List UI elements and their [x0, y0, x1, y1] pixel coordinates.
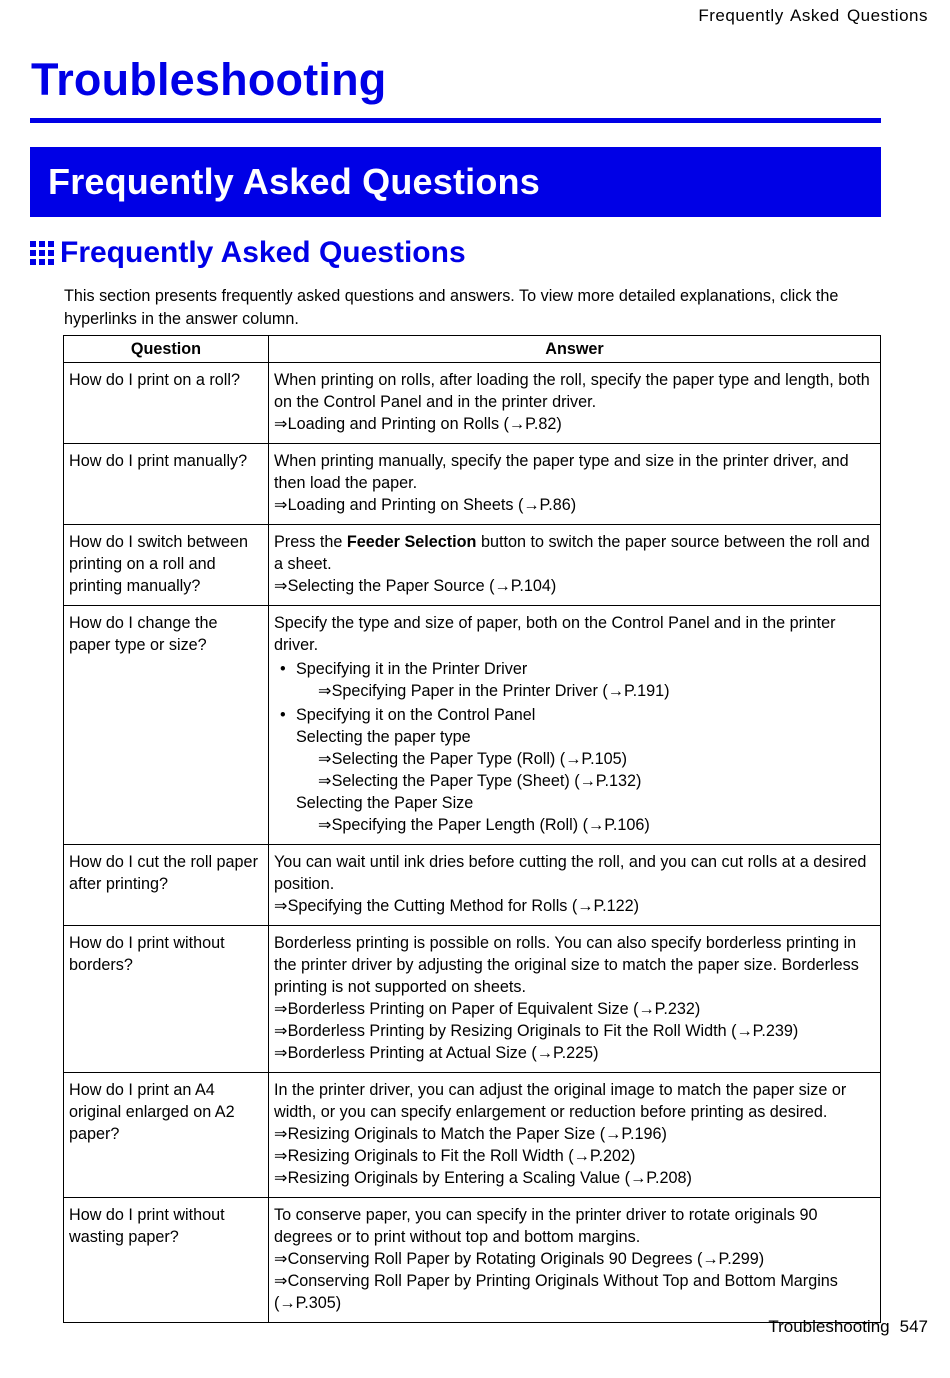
- chapter-rule: [30, 118, 881, 123]
- answer-link[interactable]: ⇒Specifying the Paper Length (Roll) (→P.106): [318, 816, 650, 834]
- answer-cell: [269, 845, 881, 926]
- table-row: [64, 606, 881, 845]
- answer-text: When printing manually, specify the paper type and size in the printer driver, and then load the paper.: [274, 452, 849, 492]
- bullet-text: • Specifying it on the Control Panel: [296, 706, 536, 724]
- grid-icon: [30, 241, 54, 265]
- answer-link[interactable]: ⇒Borderless Printing on Paper of Equivalent Size (→P.232): [274, 1000, 701, 1018]
- table-row: [64, 926, 881, 1073]
- answer-link[interactable]: ⇒Borderless Printing at Actual Size (→P.225): [274, 1044, 599, 1062]
- answer-text: Specify the type and size of paper, both on the Control Panel and in the printer driver.: [274, 614, 836, 654]
- question-cell: How do I cut the roll paper after printing?: [64, 845, 269, 926]
- answer-cell: [269, 363, 881, 444]
- sub-heading: Selecting the Paper Size: [296, 794, 474, 812]
- answer-link[interactable]: ⇒Resizing Originals to Match the Paper Size (→P.196): [274, 1125, 667, 1143]
- chapter-title: Troubleshooting: [31, 54, 387, 105]
- page-footer: [768, 1317, 928, 1337]
- answer-link[interactable]: ⇒Resizing Originals to Fit the Roll Width (→P.202): [274, 1147, 636, 1165]
- answer-link[interactable]: ⇒Conserving Roll Paper by Printing Originals Without Top and Bottom Margins (→P.305): [274, 1272, 838, 1312]
- answer-text-part: Press the: [274, 533, 347, 551]
- bullet-item: [274, 704, 875, 836]
- answer-text: In the printer driver, you can adjust the original image to match the paper size or width, or you can specify enlargement or reduction before printing as desired.: [274, 1081, 847, 1121]
- page-number: 547: [899, 1317, 928, 1336]
- answer-link[interactable]: ⇒Loading and Printing on Sheets (→P.86): [274, 496, 577, 514]
- answer-link[interactable]: ⇒Resizing Originals by Entering a Scaling Value (→P.208): [274, 1169, 692, 1187]
- answer-text: [274, 531, 875, 575]
- bullet-text: • Specifying it in the Printer Driver: [296, 660, 528, 678]
- feeder-selection-button-name: Feeder Selection: [346, 533, 477, 551]
- answer-cell: [269, 1198, 881, 1323]
- answer-link[interactable]: ⇒Conserving Roll Paper by Rotating Originals 90 Degrees (→P.299): [274, 1250, 765, 1268]
- answer-text-part: button to switch the paper source between the roll and a sheet.: [274, 533, 870, 573]
- footer-section: Troubleshooting: [768, 1317, 890, 1336]
- column-header-answer: Answer: [269, 336, 881, 363]
- column-header-question: Question: [64, 336, 269, 363]
- answer-text: When printing on rolls, after loading the roll, specify the paper type and length, both on the Control Panel and in the printer driver.: [274, 371, 870, 411]
- answer-text: Borderless printing is possible on rolls. You can also specify borderless printing in the printer driver by adjusting the original size to match the paper size. Borderless printing is not supported on sheets.: [274, 934, 859, 996]
- answer-link[interactable]: ⇒Specifying Paper in the Printer Driver (→P.191): [318, 682, 670, 700]
- answer-link[interactable]: ⇒Selecting the Paper Type (Sheet) (→P.132): [318, 772, 642, 790]
- banner-title: Frequently Asked Questions: [48, 161, 540, 202]
- section-banner: [30, 147, 881, 217]
- answer-cell: [269, 1073, 881, 1198]
- answer-link[interactable]: ⇒Selecting the Paper Source (→P.104): [274, 577, 557, 595]
- answer-text: You can wait until ink dries before cutting the roll, and you can cut rolls at a desired position.: [274, 853, 867, 893]
- table-row: [64, 1073, 881, 1198]
- running-head: Frequently Asked Questions: [698, 6, 928, 25]
- table-row: [64, 1198, 881, 1323]
- question-cell: How do I print an A4 original enlarged on A2 paper?: [64, 1073, 269, 1198]
- table-header-row: [64, 336, 881, 363]
- section-title: Frequently Asked Questions: [60, 236, 466, 269]
- answer-link[interactable]: ⇒Loading and Printing on Rolls (→P.82): [274, 415, 562, 433]
- question-cell: How do I print on a roll?: [64, 363, 269, 444]
- table-row: [64, 525, 881, 606]
- sub-heading: Selecting the paper type: [296, 728, 471, 746]
- answer-cell: [269, 525, 881, 606]
- table-row: [64, 845, 881, 926]
- table-row: [64, 444, 881, 525]
- question-cell: How do I switch between printing on a roll and printing manually?: [64, 525, 269, 606]
- question-cell: How do I change the paper type or size?: [64, 606, 269, 845]
- answer-cell: [269, 444, 881, 525]
- section-heading: [30, 236, 466, 270]
- faq-table: [63, 335, 881, 1323]
- answer-cell: [269, 606, 881, 845]
- answer-link[interactable]: ⇒Selecting the Paper Type (Roll) (→P.105): [318, 750, 627, 768]
- intro-paragraph: This section presents frequently asked questions and answers. To view more detailed explanations, click the hyperlinks in the answer column.: [64, 287, 839, 328]
- table-row: [64, 363, 881, 444]
- question-cell: How do I print without borders?: [64, 926, 269, 1073]
- answer-cell: [269, 926, 881, 1073]
- question-cell: How do I print without wasting paper?: [64, 1198, 269, 1323]
- answer-text: To conserve paper, you can specify in the printer driver to rotate originals 90 degrees or to print without top and bottom margins.: [274, 1206, 818, 1246]
- answer-link[interactable]: ⇒Specifying the Cutting Method for Rolls (→P.122): [274, 897, 640, 915]
- question-cell: How do I print manually?: [64, 444, 269, 525]
- bullet-item: [274, 658, 875, 702]
- answer-link[interactable]: ⇒Borderless Printing by Resizing Originals to Fit the Roll Width (→P.239): [274, 1022, 799, 1040]
